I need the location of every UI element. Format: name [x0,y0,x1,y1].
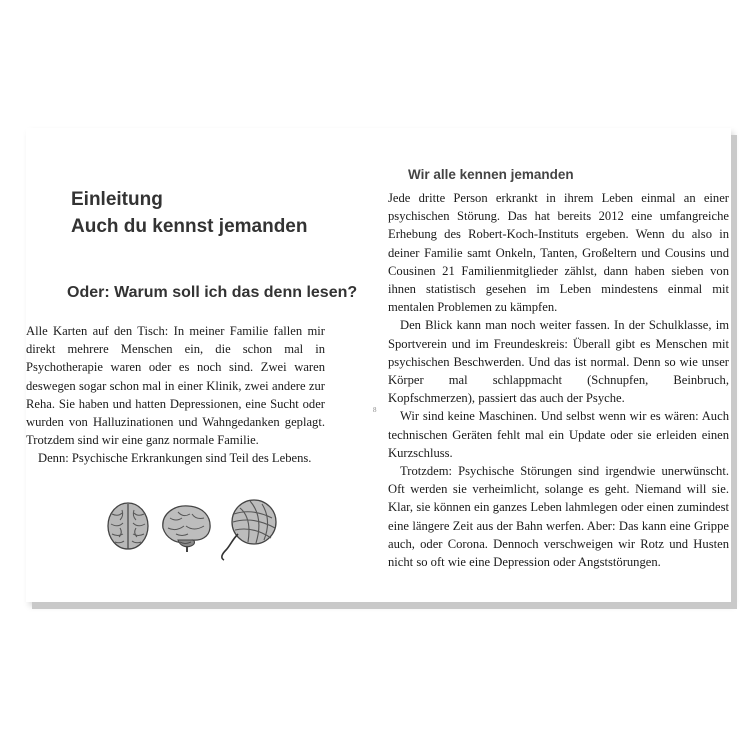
paragraph: Trotzdem: Psychische Störungen sind irgendwie unerwünscht. Oft werden sie verheimlicht, solange es geht. Niemand will sie. Klar, sie können ein ganzes Leben lahmlegen oder einen zumindest eine längere Zeit aus der Bahn werfen. Aber: Das kann eine Grippe auch, oder Corona. Dennoch verschweigen wir Rotz und Husten nicht so oft wie eine Depression oder Angststörungen. [388,464,729,570]
right-body-text [388,189,729,571]
page-number: 8 [373,406,377,414]
subsection-heading: Wir alle kennen jemanden [408,167,574,182]
section-heading: Oder: Warum soll ich das denn lesen? [67,284,358,301]
paragraph: Denn: Psychische Erkrankungen sind Teil des Lebens. [38,451,312,466]
book-spread [26,128,731,602]
yarn-ball-icon [216,498,282,564]
paragraph: Wir sind keine Maschinen. Und selbst wenn wir es wären: Auch technischen Geräten fehlt mal ein Update oder sie erleiden einen Kurzschluss. [388,409,729,460]
brain-top-view-icon [104,500,152,552]
left-page [26,128,371,602]
paragraph: Jede dritte Person erkrankt in ihrem Leben einmal an einer psychischen Störung. Das hat bereits 2012 eine umfangreiche Erhebung des Robert-Koch-Instituts ergeben. Wenn du also in deiner Familie samt Onkeln, Tanten, Großeltern und Cousins und Cousinen 21 Familienmitglieder zählst, dann haben sieben von ihnen statistisch gesehen im Leben mindestens einmal mit mentalen Problemen zu kämpfen. [388,191,729,315]
illustration-row [104,498,304,568]
paragraph: Alle Karten auf den Tisch: In meiner Familie fallen mir direkt mehrere Menschen ein, die schon mal in Psychotherapie waren oder es noch sind. Zwei waren deswegen sogar schon mal in einer Klinik, zwei andere zur Reha. Sie haben und hatten Depressionen, eine Sucht oder wurden von Halluzinationen und Wahngedanken geplagt. Trotzdem sind wir eine ganz normale Familie. [26,324,325,448]
chapter-title-line-2: Auch du kennst jemanden [71,216,308,237]
brain-side-view-icon [158,502,214,552]
chapter-title [71,186,307,240]
paragraph: Den Blick kann man noch weiter fassen. In der Schulklasse, im Sportverein und im Freundeskreis: Überall gibt es Menschen mit psychischen Beschwerden. Und das ist normal. Denn so wie unser Körper mal schlappmacht (Schnupfen, Beinbruch, Kopfschmerzen), passiert das auch der Psyche. [388,318,729,406]
right-page [388,128,731,602]
left-body-text [26,322,325,468]
chapter-title-line-1: Einleitung [71,189,163,210]
